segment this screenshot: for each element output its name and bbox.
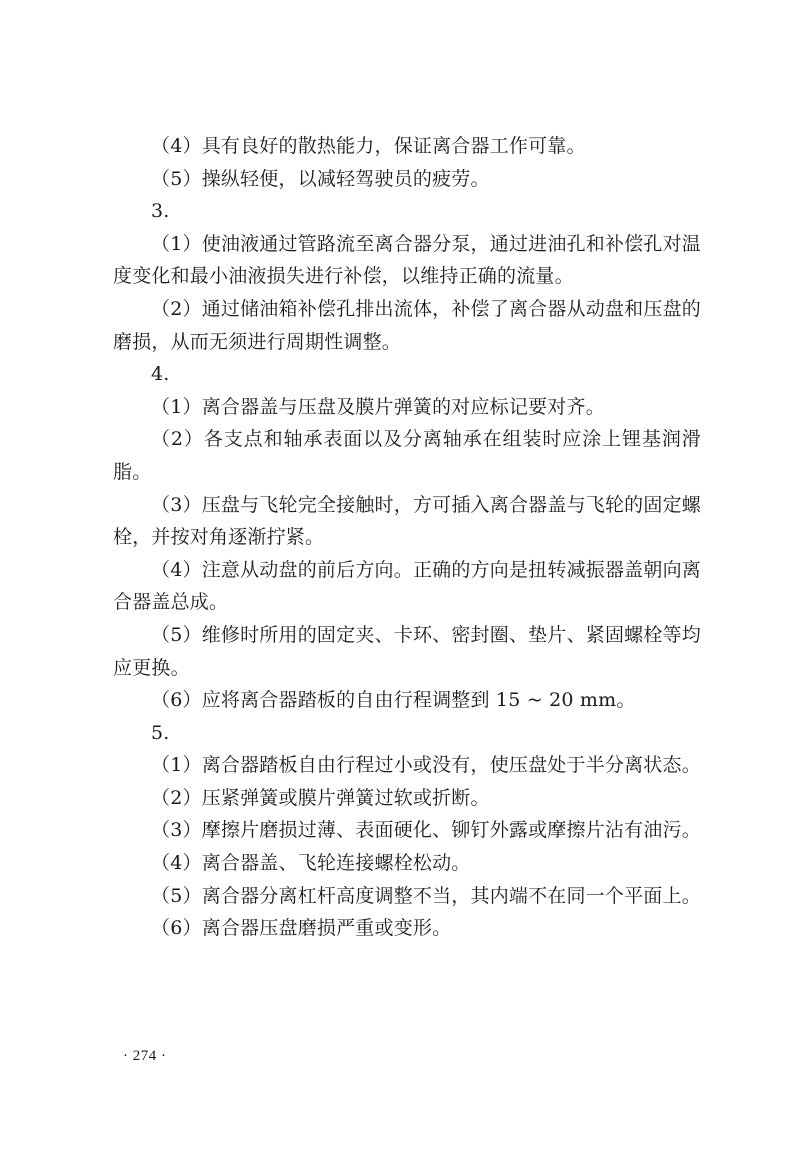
section-number: 4. xyxy=(151,363,170,386)
paragraph: （3）摩擦片磨损过薄、表面硬化、铆钉外露或摩擦片沾有油污。 xyxy=(151,819,701,842)
body-text xyxy=(113,130,701,945)
paragraph: （2）各支点和轴承表面以及分离轴承在组装时应涂上锂基润滑脂。 xyxy=(113,428,701,483)
paragraph: （5）操纵轻便，以减轻驾驶员的疲劳。 xyxy=(151,167,490,190)
paragraph: （6）离合器压盘磨损严重或变形。 xyxy=(151,917,452,940)
paragraph: （4）具有良好的散热能力，保证离合器工作可靠。 xyxy=(151,135,586,157)
paragraph: （2）通过储油箱补偿孔排出流体，补偿了离合器从动盘和压盘的磨损，从而无须进行周期性调整。 xyxy=(113,297,701,353)
page-number: · 274 · xyxy=(123,1048,167,1064)
paragraph: （3）压盘与飞轮完全接触时，方可插入离合器盖与飞轮的固定螺栓，并按对角逐渐拧紧。 xyxy=(113,493,701,549)
paragraph: （1）离合器盖与压盘及膜片弹簧的对应标记要对齐。 xyxy=(151,395,605,418)
paragraph: （5）离合器分离杠杆高度调整不当，其内端不在同一个平面上。 xyxy=(151,884,701,907)
paragraph: （1）离合器踏板自由行程过小或没有，使压盘处于半分离状态。 xyxy=(151,754,701,777)
paragraph: （4）离合器盖、飞轮连接螺栓松动。 xyxy=(151,852,471,875)
paragraph: （5）维修时所用的固定夹、卡环、密封圈、垫片、紧固螺栓等均应更换。 xyxy=(113,623,701,679)
paragraph: （1）使油液通过管路流至离合器分泵，通过进油孔和补偿孔对温度变化和最小油液损失进行补偿，以维持正确的流量。 xyxy=(113,232,701,288)
section-number: 5. xyxy=(151,721,170,744)
paragraph: （2）压紧弹簧或膜片弹簧过软或折断。 xyxy=(151,786,490,809)
paragraph: （6）应将离合器踏板的自由行程调整到 15 ~ 20 mm。 xyxy=(151,689,636,712)
paragraph: （4）注意从动盘的前后方向。正确的方向是扭转减振器盖朝向离合器盖总成。 xyxy=(113,558,701,614)
section-number: 3. xyxy=(151,200,170,223)
